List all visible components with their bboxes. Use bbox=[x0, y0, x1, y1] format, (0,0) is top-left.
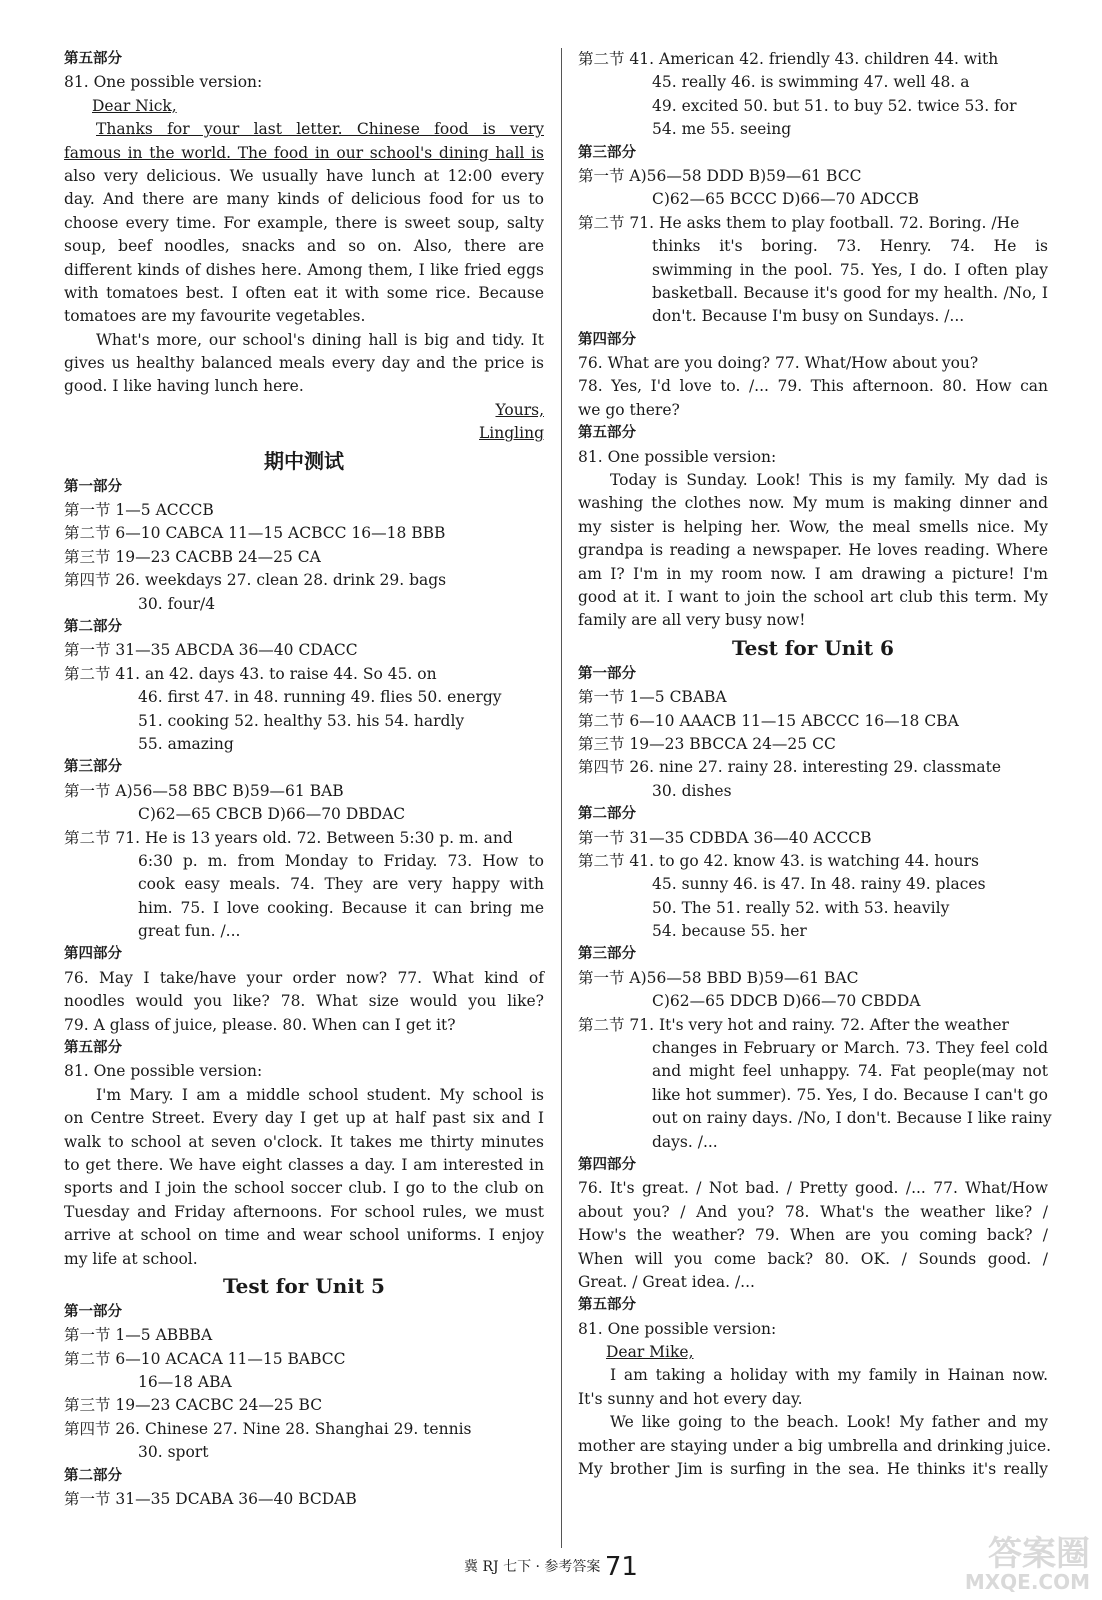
text-line: 第三节 19—23 CACBC 24—25 BC bbox=[64, 1396, 323, 1415]
text-line: It's sunny and hot every day. bbox=[578, 1389, 803, 1408]
text-line: 第二节 41. American 42. friendly 43. children 44. with bbox=[578, 50, 999, 68]
text-line: 49. excited 50. but 51. to buy 52. twice 53. for bbox=[652, 96, 1017, 115]
text-line: 76. May I take/have your order now? 77. What kind of bbox=[64, 968, 544, 987]
text-line: out on rainy days. /No, I don't. Because I like rainy bbox=[652, 1109, 1052, 1128]
text-line: 第一节 1—5 ABBBA bbox=[64, 1326, 213, 1345]
text-line: swimming in the pool. 75. Yes, I do. I often play bbox=[652, 260, 1048, 279]
text-line: days. /... bbox=[652, 1132, 718, 1151]
text-line: I am taking a holiday with my family in Hainan now. bbox=[610, 1366, 1048, 1385]
text-line: am I? I'm in my room now. I am drawing a picture! I'm bbox=[578, 564, 1048, 583]
text-line: 第一节 1—5 CBABA bbox=[578, 688, 727, 707]
watermark-logo-text: 答案圈 bbox=[988, 1534, 1090, 1574]
text-line: C)62—65 CBCB D)66—70 DBDAC bbox=[138, 805, 406, 824]
text-line: 81. One possible version: bbox=[578, 447, 777, 466]
section-heading: 第三部分 bbox=[64, 759, 122, 776]
text-line: 45. sunny 46. is 47. In 48. rainy 49. places bbox=[652, 875, 986, 894]
section-heading: 第四部分 bbox=[578, 331, 636, 348]
text-line: noodles would you like? 78. What size would you like? bbox=[64, 992, 544, 1011]
text-line: I'm Mary. I am a middle school student. My school is bbox=[96, 1085, 544, 1104]
text-line: with tomatoes best. I often eat it with some rice. Because bbox=[64, 283, 544, 302]
footer-label: 冀 RJ 七下 · 参考答案 bbox=[464, 1559, 601, 1575]
text-line: gives us healthy balanced meals every day and the price is bbox=[64, 354, 544, 373]
text-line: 30. dishes bbox=[652, 781, 732, 800]
watermark-url: MXQE.COM bbox=[964, 1570, 1090, 1594]
section-heading: 第四部分 bbox=[578, 1156, 636, 1173]
text-line: 30. sport bbox=[138, 1443, 209, 1462]
text-line: 第四节 26. Chinese 27. Nine 28. Shanghai 29. tennis bbox=[64, 1419, 472, 1438]
text-line: thinks it's boring. 73. Henry. 74. He is bbox=[652, 237, 1048, 256]
text-line: What's more, our school's dining hall is big and tidy. It bbox=[96, 330, 544, 349]
section-heading: 第三部分 bbox=[578, 946, 636, 963]
test-title: Test for Unit 5 bbox=[223, 1273, 385, 1298]
text-line: Lingling bbox=[479, 424, 544, 443]
text-line: 81. One possible version: bbox=[64, 1062, 263, 1081]
text-line: 81. One possible version: bbox=[64, 73, 263, 92]
text-line: 第二节 6—10 AAACB 11—15 ABCCC 16—18 CBA bbox=[578, 711, 959, 730]
text-line: also very delicious. We usually have lunch at 12:00 every bbox=[64, 166, 544, 185]
text-line: We like going to the beach. Look! My father and my bbox=[610, 1413, 1048, 1432]
text-line: 54. me 55. seeing bbox=[652, 120, 792, 139]
text-line: arrive at school on time and wear school uniforms. I enjoy bbox=[64, 1226, 544, 1245]
text-line: 第一节 1—5 ACCCB bbox=[64, 501, 214, 520]
text-line: grandpa is reading a newspaper. He loves reading. Where bbox=[578, 541, 1048, 560]
text-line: like hot summer). 75. Yes, I do. Because I can't go bbox=[652, 1085, 1048, 1104]
text-line: 30. four/4 bbox=[138, 594, 216, 613]
text-line: Great. / Great idea. /... bbox=[578, 1272, 755, 1291]
text-line: 76. It's great. / Not bad. / Pretty good. /... 77. What/How bbox=[578, 1179, 1048, 1198]
text-line: on Centre Street. Every day I get up at half past six and I bbox=[64, 1109, 544, 1128]
column-divider bbox=[561, 48, 562, 1548]
text-line: 79. A glass of juice, please. 80. When can I get it? bbox=[64, 1015, 456, 1034]
text-line: 45. really 46. is swimming 47. well 48. a bbox=[652, 73, 970, 92]
text-line: walk to school at seven o'clock. It takes me thirty minutes bbox=[64, 1132, 544, 1151]
text-line: mother are staying under a big umbrella and drinking juice. bbox=[578, 1436, 1052, 1455]
text-line: famous in the world. The food in our school's dining hall is bbox=[64, 143, 544, 162]
text-line: 50. The 51. really 52. with 53. heavily bbox=[652, 898, 950, 917]
text-line: Thanks for your last letter. Chinese food is very bbox=[96, 120, 544, 139]
text-line: to get there. We have eight classes a day. I am interested in bbox=[64, 1155, 544, 1174]
section-heading: 第二部分 bbox=[64, 1467, 122, 1484]
text-line: 第一节 A)56—58 BBC B)59—61 BAB bbox=[64, 781, 344, 800]
text-line: 第二节 6—10 ACACA 11—15 BABCC bbox=[64, 1349, 346, 1368]
text-line: 第一节 31—35 ABCDA 36—40 CDACC bbox=[64, 641, 358, 660]
text-line: 16—18 ABA bbox=[138, 1373, 232, 1392]
text-line: about you? / And you? 78. What's the weather like? / bbox=[578, 1202, 1048, 1221]
text-line: 第二节 41. an 42. days 43. to raise 44. So 45. on bbox=[64, 664, 437, 683]
text-line: soup, beef noodles, snacks and so on. Also, there are bbox=[64, 237, 544, 256]
test-title: Test for Unit 6 bbox=[732, 635, 894, 660]
text-line: and might feel unhappy. 74. Fat people(may not bbox=[652, 1062, 1048, 1081]
text-line: 第一节 A)56—58 BBD B)59—61 BAC bbox=[578, 968, 859, 987]
section-heading: 第一部分 bbox=[578, 665, 636, 682]
text-line: 第三节 19—23 BBCCA 24—25 CC bbox=[578, 734, 836, 753]
text-line: 第一节 31—35 DCABA 36—40 BCDAB bbox=[64, 1490, 357, 1509]
section-heading: 第五部分 bbox=[64, 51, 122, 67]
section-heading: 第一部分 bbox=[64, 478, 122, 495]
test-title: 期中测试 bbox=[264, 448, 344, 473]
text-line: 54. because 55. her bbox=[652, 922, 807, 941]
text-line: Dear Mike, bbox=[606, 1343, 694, 1362]
text-line: cook easy meals. 74. They are very happy with bbox=[138, 875, 544, 894]
text-line: my sister is helping her. Wow, the meal smells nice. My bbox=[578, 517, 1048, 536]
text-line: 第四节 26. nine 27. rainy 28. interesting 29. classmate bbox=[578, 758, 1002, 777]
text-line: 76. What are you doing? 77. What/How about you? bbox=[578, 354, 979, 373]
section-heading: 第二部分 bbox=[64, 618, 122, 635]
section-heading: 第四部分 bbox=[64, 946, 122, 963]
text-line: don't. Because I'm busy on Sundays. /... bbox=[652, 307, 965, 326]
text-line: him. 75. I love cooking. Because it can bring me bbox=[138, 898, 544, 917]
text-line: My brother Jim is surfing in the sea. He thinks it's really bbox=[578, 1460, 1048, 1479]
text-line: 第一节 31—35 CDBDA 36—40 ACCCB bbox=[578, 828, 872, 847]
text-line: Tuesday and Friday afternoons. For school rules, we must bbox=[64, 1202, 544, 1221]
right-column bbox=[578, 48, 1052, 1481]
text-line: family are all very busy now! bbox=[578, 611, 806, 630]
text-line: good at it. I want to join the school art club this term. My bbox=[578, 587, 1048, 606]
text-line: 第二节 6—10 CABCA 11—15 ACBCC 16—18 BBB bbox=[64, 524, 446, 543]
text-line: 第二节 71. It's very hot and rainy. 72. After the weather bbox=[578, 1015, 1009, 1034]
text-line: 第四节 26. weekdays 27. clean 28. drink 29. bags bbox=[64, 571, 447, 590]
text-line: 6:30 p. m. from Monday to Friday. 73. How to bbox=[138, 851, 544, 870]
left-column bbox=[64, 48, 544, 1511]
text-line: choose every time. For example, there is sweet soup, salty bbox=[64, 213, 544, 232]
text-line: Dear Nick, bbox=[92, 96, 177, 115]
section-heading: 第一部分 bbox=[64, 1303, 122, 1320]
watermark bbox=[890, 1536, 1090, 1592]
text-line: 第二节 71. He is 13 years old. 72. Between 5:30 p. m. and bbox=[64, 828, 513, 847]
text-line: How's the weather? 79. When are you coming back? / bbox=[578, 1226, 1048, 1245]
text-line: my life at school. bbox=[64, 1249, 198, 1268]
text-line: good. I like having lunch here. bbox=[64, 377, 304, 396]
text-line: changes in February or March. 73. They feel cold bbox=[652, 1039, 1048, 1058]
text-line: great fun. /... bbox=[138, 922, 241, 941]
text-line: 第二节 71. He asks them to play football. 72. Boring. /He bbox=[578, 213, 1020, 232]
section-heading: 第二部分 bbox=[578, 806, 636, 823]
text-line: 第三节 19—23 CACBB 24—25 CA bbox=[64, 547, 321, 566]
section-heading: 第五部分 bbox=[64, 1040, 122, 1057]
text-line: When will you come back? 80. OK. / Sounds good. / bbox=[578, 1249, 1048, 1268]
text-line: 第一节 A)56—58 DDD B)59—61 BCC bbox=[578, 166, 862, 185]
text-line: 78. Yes, I'd love to. /... 79. This afternoon. 80. How can bbox=[578, 377, 1048, 396]
text-line: 81. One possible version: bbox=[578, 1319, 777, 1338]
text-line: basketball. Because it's good for my health. /No, I bbox=[652, 283, 1048, 302]
text-line: C)62—65 BCCC D)66—70 ADCCB bbox=[652, 190, 920, 209]
text-line: tomatoes are my favourite vegetables. bbox=[64, 307, 366, 326]
section-heading: 第五部分 bbox=[578, 1297, 636, 1314]
text-line: sports and I join the school soccer club. I go to the club on bbox=[64, 1179, 544, 1198]
section-heading: 第五部分 bbox=[578, 425, 636, 442]
text-line: washing the clothes now. My mum is making dinner and bbox=[578, 494, 1048, 513]
text-line: 51. cooking 52. healthy 53. his 54. hardly bbox=[138, 711, 465, 730]
text-line: different kinds of dishes here. Among them, I like fried eggs bbox=[64, 260, 544, 279]
text-line: 第二节 41. to go 42. know 43. is watching 44. hours bbox=[578, 851, 979, 870]
text-line: 46. first 47. in 48. running 49. flies 50. energy bbox=[138, 688, 502, 707]
text-line: 55. amazing bbox=[138, 734, 234, 753]
page-number: 71 bbox=[604, 1552, 638, 1582]
text-line: Yours, bbox=[495, 400, 544, 419]
section-heading: 第三部分 bbox=[578, 144, 636, 161]
text-line: Today is Sunday. Look! This is my family. My dad is bbox=[610, 471, 1048, 490]
text-line: C)62—65 DDCB D)66—70 CBDDA bbox=[652, 992, 921, 1011]
text-line: we go there? bbox=[578, 400, 680, 419]
text-line: day. And there are many kinds of delicious food for us to bbox=[64, 190, 544, 209]
